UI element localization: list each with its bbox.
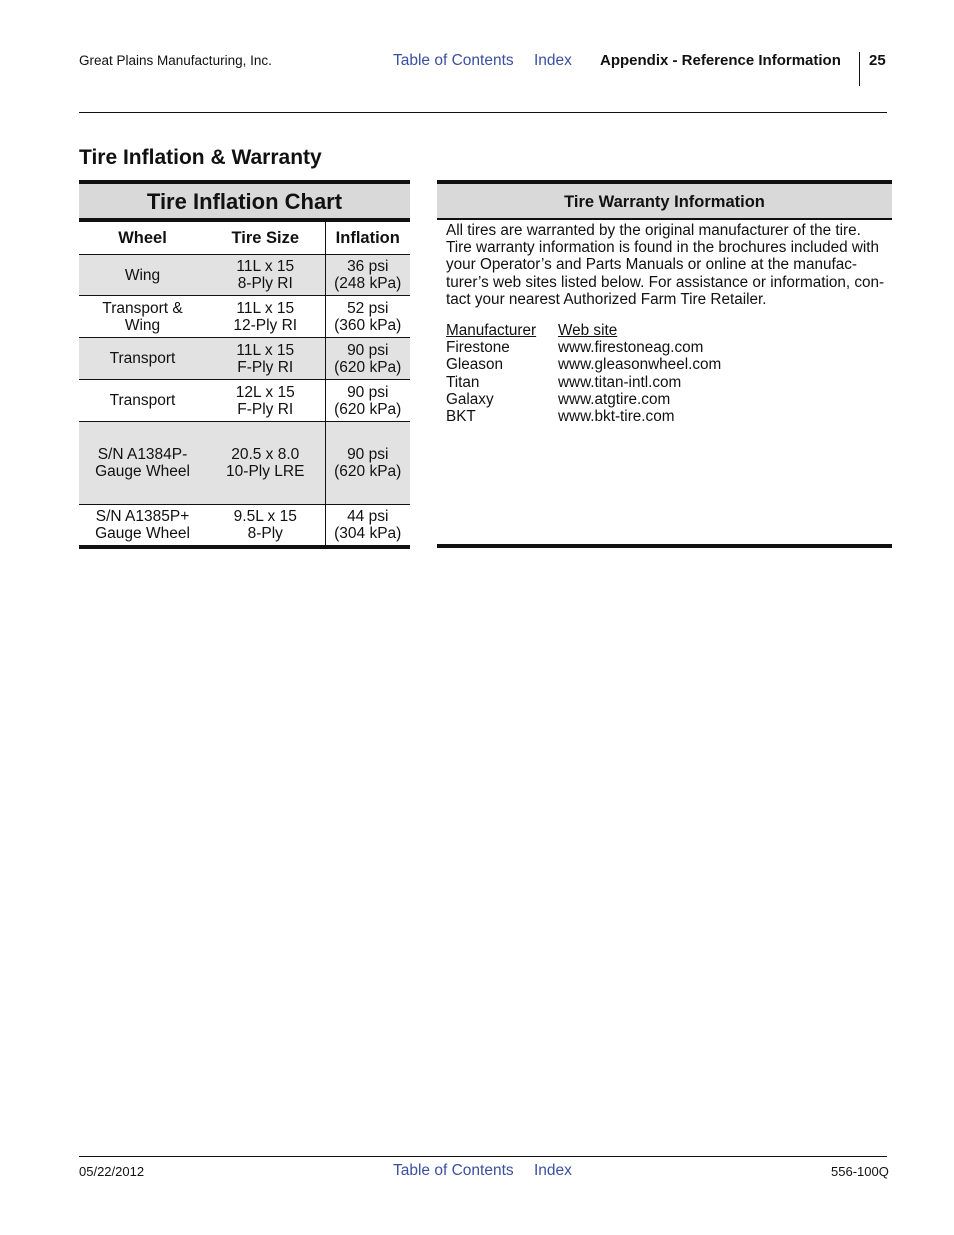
tire-inflation-chart bbox=[79, 180, 410, 549]
inflation-table bbox=[79, 222, 410, 549]
document-number: 556-100Q bbox=[831, 1164, 889, 1179]
column-header-inflation: Inflation bbox=[325, 222, 410, 255]
header-divider bbox=[859, 52, 860, 86]
manufacturer-name: Titan bbox=[446, 373, 480, 391]
cell-wheel: Transport bbox=[79, 380, 206, 422]
header-rule bbox=[79, 112, 887, 113]
footer-index-link[interactable]: Index bbox=[534, 1162, 572, 1179]
company-name: Great Plains Manufacturing, Inc. bbox=[79, 53, 272, 68]
cell-tire-size: 9.5L x 15 8-Ply bbox=[206, 505, 325, 547]
warranty-body bbox=[437, 220, 892, 425]
cell-inflation: 90 psi (620 kPa) bbox=[325, 380, 410, 422]
website-column-header: Web site bbox=[558, 322, 618, 340]
page-title: Tire Inflation & Warranty bbox=[79, 146, 322, 169]
manufacturer-header-row bbox=[446, 322, 721, 339]
cell-tire-size: 12L x 15 F-Ply RI bbox=[206, 380, 325, 422]
list-item bbox=[446, 339, 721, 356]
list-item bbox=[446, 374, 721, 391]
manufacturer-name: Firestone bbox=[446, 339, 510, 357]
cell-wheel: S/N A1385P+ Gauge Wheel bbox=[79, 505, 206, 547]
inflation-table-header bbox=[79, 222, 410, 255]
cell-wheel: Transport & Wing bbox=[79, 296, 206, 338]
cell-tire-size: 11L x 15 12-Ply RI bbox=[206, 296, 325, 338]
column-header-wheel: Wheel bbox=[79, 222, 206, 255]
cell-inflation: 44 psi (304 kPa) bbox=[325, 505, 410, 547]
table-row bbox=[79, 296, 410, 338]
list-item bbox=[446, 356, 721, 373]
footer-table-of-contents-link[interactable]: Table of Contents bbox=[393, 1162, 514, 1179]
cell-tire-size: 20.5 x 8.0 10-Ply LRE bbox=[206, 422, 325, 505]
footer-date: 05/22/2012 bbox=[79, 1164, 145, 1179]
manufacturer-website: www.bkt-tire.com bbox=[558, 408, 675, 426]
manufacturer-website: www.titan-intl.com bbox=[558, 373, 682, 391]
table-row bbox=[79, 255, 410, 296]
manufacturer-name: BKT bbox=[446, 408, 476, 426]
cell-wheel: Wing bbox=[79, 255, 206, 296]
cell-inflation: 52 psi (360 kPa) bbox=[325, 296, 410, 338]
table-row bbox=[79, 380, 410, 422]
cell-inflation: 90 psi (620 kPa) bbox=[325, 422, 410, 505]
manufacturer-column-header: Manufacturer bbox=[446, 322, 537, 340]
manufacturer-website: www.firestoneag.com bbox=[558, 339, 704, 357]
cell-tire-size: 11L x 15 F-Ply RI bbox=[206, 338, 325, 380]
table-row bbox=[79, 505, 410, 547]
tire-warranty-box bbox=[437, 180, 892, 548]
list-item bbox=[446, 391, 721, 408]
cell-wheel: Transport bbox=[79, 338, 206, 380]
header-index-link[interactable]: Index bbox=[534, 52, 572, 69]
warranty-text: All tires are warranted by the original manufacturer of the tire. Tire warranty information is found in the brochures included with your Operator’s and Parts Manuals or online at the manufac- turer’s web sites listed below. For assistance or information, con- tact your nearest Authorized Farm Tire Retailer. bbox=[446, 222, 885, 308]
manufacturer-name: Gleason bbox=[446, 356, 503, 374]
cell-inflation: 90 psi (620 kPa) bbox=[325, 338, 410, 380]
manufacturer-website: www.gleasonwheel.com bbox=[558, 356, 722, 374]
section-name: Appendix - Reference Information bbox=[600, 52, 841, 69]
table-row bbox=[79, 338, 410, 380]
header-table-of-contents-link[interactable]: Table of Contents bbox=[393, 52, 514, 69]
table-row bbox=[79, 422, 410, 505]
cell-tire-size: 11L x 15 8-Ply RI bbox=[206, 255, 325, 296]
manufacturer-website: www.atgtire.com bbox=[558, 390, 671, 408]
cell-wheel: S/N A1384P- Gauge Wheel bbox=[79, 422, 206, 505]
cell-inflation: 36 psi (248 kPa) bbox=[325, 255, 410, 296]
manufacturer-table bbox=[446, 322, 721, 425]
warranty-title: Tire Warranty Information bbox=[437, 184, 892, 220]
inflation-chart-title: Tire Inflation Chart bbox=[79, 180, 410, 222]
footer-rule bbox=[79, 1156, 887, 1157]
page-number: 25 bbox=[869, 52, 886, 69]
list-item bbox=[446, 408, 721, 425]
manufacturer-name: Galaxy bbox=[446, 390, 494, 408]
column-header-tire-size: Tire Size bbox=[206, 222, 325, 255]
